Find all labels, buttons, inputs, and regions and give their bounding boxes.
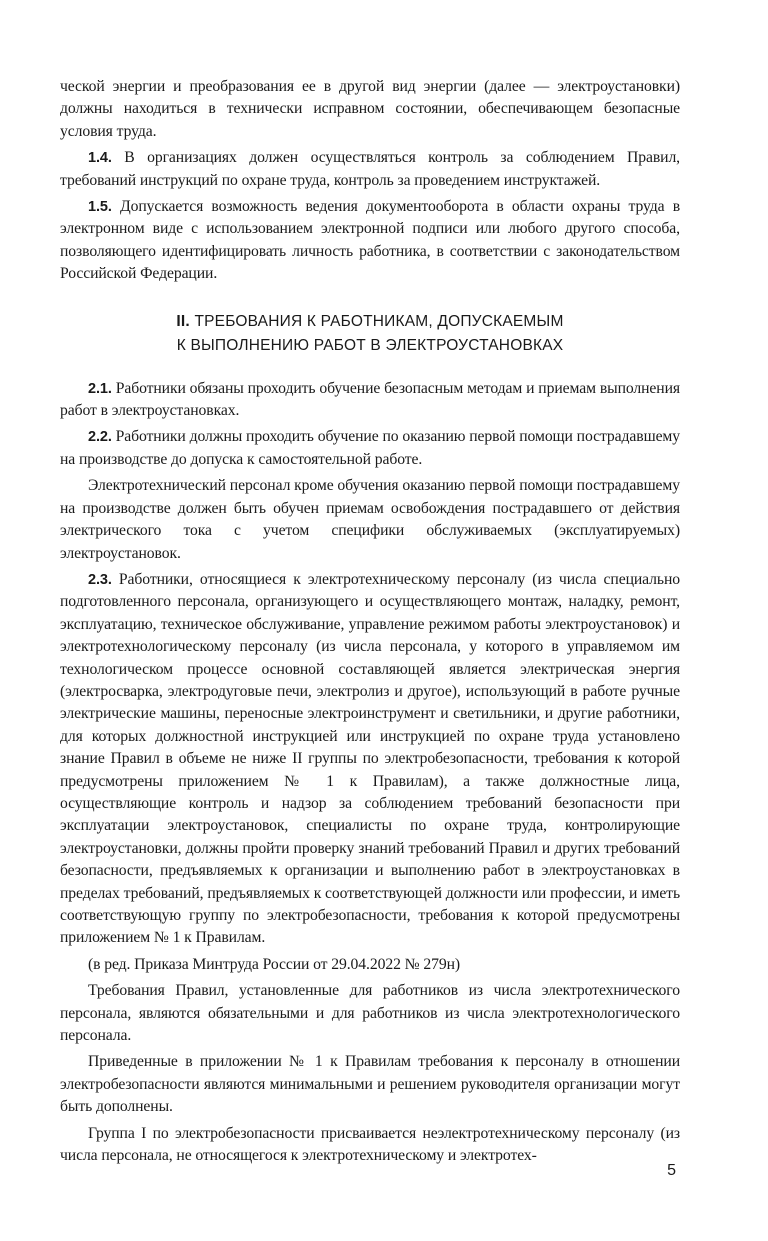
- paragraph: [60, 76, 680, 143]
- page-number: 5: [667, 1162, 676, 1179]
- clause-number: 2.2.: [88, 429, 112, 446]
- paragraph-text: Допускается возможность ведения документооборота в области охраны труда в электронном виде с использованием электронной подписи или любого другого способа, позволяющего идентифицировать личность работника, в соответствии с законодательством Российской Федерации.: [60, 198, 680, 283]
- section-intro: [60, 76, 680, 286]
- section-heading-text-1: ТРЕБОВАНИЯ К РАБОТНИКАМ, ДОПУСКАЕМЫМ: [189, 312, 564, 330]
- paragraph-text: (в ред. Приказа Минтруда России от 29.04.2022 № 279н): [88, 955, 460, 973]
- paragraph-text: Работники обязаны проходить обучение безопасным методам и приемам выполнения работ в электроустановках.: [60, 379, 680, 420]
- clause-number: 1.5.: [88, 199, 112, 216]
- paragraph-text: Приведенные в приложении № 1 к Правилам требования к персоналу в отношении электробезопасности являются минимальными и решением руководителя организации могут быть дополнены.: [60, 1053, 680, 1116]
- paragraph-text: В организациях должен осуществляться контроль за соблюдением Правил, требований инструкций по охране труда, контроль за проведением инструктажей.: [60, 149, 680, 189]
- paragraph-text: Электротехнический персонал кроме обучения оказанию первой помощи пострадавшему на производстве должен быть обучен приемам освобождения пострадавшего от действия электрического тока с учетом специфики обслуживаемых (эксплуатируемых) электроустановок.: [60, 477, 680, 562]
- section-roman-numeral: II.: [176, 312, 190, 330]
- paragraph: [60, 378, 680, 423]
- clause-number: 2.1.: [88, 380, 112, 397]
- paragraph: [60, 980, 680, 1047]
- clause-number: 2.3.: [88, 571, 112, 588]
- paragraph-text: Требования Правил, установленные для работников из числа электротехнического персонала, являются обязательными и для работников из числа электротехнологического персонала.: [60, 982, 680, 1045]
- paragraph-text: Работники должны проходить обучение по оказанию первой помощи пострадавшему на производстве до допуска к самостоятельной работе.: [60, 428, 680, 468]
- paragraph-text: Группа I по электробезопасности присваивается неэлектротехническому персоналу (из числа персонала, не относящегося к электротехническому и электротех-: [60, 1124, 680, 1165]
- paragraph: [60, 426, 680, 471]
- paragraph: [60, 1051, 680, 1118]
- section-heading: [60, 310, 680, 358]
- section-heading-line-2: К ВЫПОЛНЕНИЮ РАБОТ В ЭЛЕКТРОУСТАНОВКАХ: [176, 336, 564, 354]
- paragraph: [60, 569, 680, 950]
- page-body: [60, 76, 680, 1167]
- section-two-body: [60, 378, 680, 1168]
- section-heading-line-1: [60, 310, 680, 334]
- paragraph: [60, 1123, 680, 1168]
- paragraph-text: ческой энергии и преобразования ее в другой вид энергии (далее — электроустановки) должны находиться в технически исправном состоянии, обеспечивающем безопасные условия труда.: [60, 78, 680, 140]
- clause-number: 1.4.: [88, 150, 112, 167]
- paragraph: [60, 196, 680, 286]
- paragraph: [60, 147, 680, 192]
- paragraph: [60, 475, 680, 565]
- paragraph-text: Работники, относящиеся к электротехническому персоналу (из числа специально подготовленного персонала, организующего и осуществляющего монтаж, наладку, ремонт, эксплуатацию, техническое обслуживание, управление режимом работы электроустановок) и электротехнологическому персоналу (из числа персонала, у которого в управляемом им технологическом процессе основной составляющей является электрическая энергия (электросварка, электродуговые печи, электролиз и другое), использующий в работе ручные электрические машины, переносные электроинструмент и светильники, и другие работники, для которых должностной инструкцией или инструкцией по охране труда установлено знание Правил в объеме не ниже II группы по электробезопасности, требования к которой предусмотрены приложением № 1 к Правилам), а также должностные лица, осуществляющие контроль и надзор за соблюдением требований безопасности при эксплуатации электроустановок, специалисты по охране труда, контролирующие электроустановки, должны пройти проверку знаний требований Правил и других требований безопасности, предъявляемых к организации и выполнению работ в электроустановках в пределах требований, предъявляемых к соответствующей должности или профессии, и иметь соответствующую группу по электробезопасности, требования к которой предусмотрены приложением № 1 к Правилам.: [60, 570, 680, 947]
- paragraph: [60, 954, 680, 976]
